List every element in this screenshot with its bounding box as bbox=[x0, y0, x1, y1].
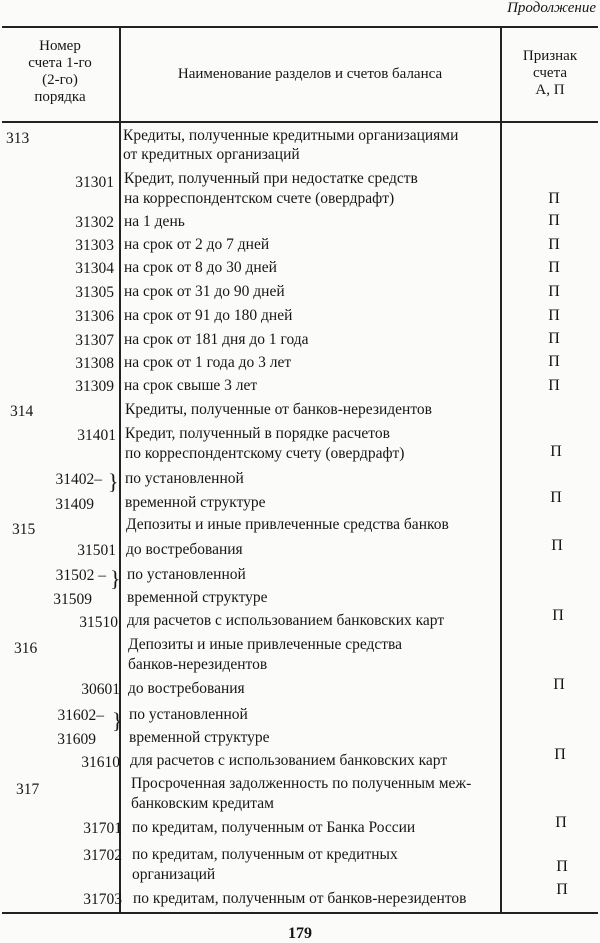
name-line: банков-нерезидентов bbox=[128, 656, 268, 673]
name-line: на срок от 181 дня до 1 года bbox=[124, 331, 309, 348]
name-line: по кредитам, полученным от банков-нерезидентов bbox=[133, 890, 467, 907]
header-account-number bbox=[2, 38, 118, 106]
column-divider-2 bbox=[500, 26, 502, 913]
account-sign: П bbox=[548, 283, 560, 300]
account-sign: П bbox=[555, 814, 567, 831]
account-31501: 31501 bbox=[77, 542, 116, 559]
continuation-label: Продолжение bbox=[507, 0, 596, 16]
account-31609: 31609 bbox=[57, 731, 96, 748]
name-line: до востребования bbox=[128, 680, 245, 697]
header-col3-line: счета bbox=[533, 65, 567, 81]
account-31308: 31308 bbox=[75, 355, 114, 372]
account-315: 315 bbox=[12, 521, 36, 538]
name-line: Депозиты и иные привлеченные средства bbox=[128, 636, 403, 653]
account-31305: 31305 bbox=[75, 284, 114, 301]
name-line: временной структуре bbox=[127, 589, 268, 606]
account-31409: 31409 bbox=[55, 496, 94, 513]
account-31303: 31303 bbox=[75, 237, 114, 254]
name-line: Кредит, полученный в порядке расчетов bbox=[125, 425, 390, 442]
name-line: для расчетов с использованием банковских карт bbox=[130, 752, 448, 769]
account-sign: П bbox=[554, 746, 566, 763]
header-col1-line: (2-го) bbox=[42, 72, 78, 88]
account-313: 313 bbox=[6, 130, 30, 147]
account-sign: П bbox=[553, 676, 565, 693]
account-sign: П bbox=[550, 443, 562, 460]
name-line: Кредиты, полученные от банков-нерезидентов bbox=[125, 401, 432, 418]
name-line: на 1 день bbox=[124, 213, 185, 230]
range-brace-icon: } bbox=[112, 708, 123, 733]
account-sign: П bbox=[548, 259, 560, 276]
name-line: на срок свыше 3 лет bbox=[124, 377, 258, 394]
name-line: на срок от 8 до 30 дней bbox=[124, 259, 277, 276]
name-line: на срок от 2 до 7 дней bbox=[124, 236, 270, 253]
account-sign: П bbox=[550, 489, 562, 506]
name-line: до востребования bbox=[126, 541, 243, 558]
account-sign: П bbox=[548, 353, 560, 370]
account-sign: П bbox=[548, 377, 560, 394]
header-bottom-rule bbox=[2, 121, 598, 123]
column-divider-1 bbox=[119, 26, 121, 913]
name-line: Кредиты, полученные кредитными организациями bbox=[123, 127, 459, 144]
name-line: временной структуре bbox=[125, 494, 266, 511]
page-number: 179 bbox=[288, 925, 312, 942]
account-31610: 31610 bbox=[81, 754, 120, 771]
name-line: организаций bbox=[132, 866, 216, 883]
account-sign: П bbox=[552, 607, 564, 624]
header-col1-line: счета 1-го bbox=[28, 55, 92, 71]
account-31703: 31703 bbox=[83, 891, 122, 908]
account-31401: 31401 bbox=[77, 427, 116, 444]
account-31307: 31307 bbox=[75, 332, 114, 349]
account-31701: 31701 bbox=[83, 820, 122, 837]
name-line: на срок от 31 до 90 дней bbox=[124, 283, 285, 300]
account-314: 314 bbox=[10, 403, 34, 420]
name-line: по установленной bbox=[127, 566, 246, 583]
account-31301: 31301 bbox=[75, 174, 114, 191]
name-line: по корреспондентскому счету (овердрафт) bbox=[125, 445, 405, 462]
table-bottom-rule bbox=[2, 912, 598, 914]
account-31702: 31702 bbox=[83, 847, 122, 864]
name-line: от кредитных организаций bbox=[123, 146, 300, 163]
name-line: временной структуре bbox=[129, 729, 270, 746]
range-brace-icon: } bbox=[110, 566, 121, 591]
account-31309: 31309 bbox=[75, 378, 114, 395]
account-31502: 31502 – bbox=[55, 567, 106, 584]
name-line: банковским кредитам bbox=[131, 795, 274, 812]
account-31304: 31304 bbox=[75, 260, 114, 277]
name-line: по установленной bbox=[129, 706, 248, 723]
account-sign: П bbox=[551, 537, 563, 554]
account-31402: 31402– bbox=[55, 471, 102, 488]
header-col3-line: Признак bbox=[522, 48, 578, 64]
name-line: по кредитам, полученным от Банка России bbox=[132, 819, 416, 836]
header-col3-line: А, П bbox=[535, 82, 565, 98]
account-sign: П bbox=[548, 190, 560, 207]
account-sign: П bbox=[548, 330, 560, 347]
header-col1-line: порядка bbox=[34, 89, 86, 105]
name-line: на срок от 1 года до 3 лет bbox=[124, 354, 292, 371]
account-31302: 31302 bbox=[75, 214, 114, 231]
account-sign: П bbox=[556, 858, 568, 875]
name-line: Депозиты и иные привлеченные средства банков bbox=[126, 516, 449, 533]
account-sign: П bbox=[548, 236, 560, 253]
account-316: 316 bbox=[14, 640, 38, 657]
range-brace-icon: } bbox=[108, 469, 119, 494]
account-30601: 30601 bbox=[81, 681, 120, 698]
header-col1-line: Номер bbox=[39, 38, 81, 54]
account-31510: 31510 bbox=[79, 614, 118, 631]
name-line: Кредит, полученный при недостатке средств bbox=[124, 170, 418, 187]
name-line: для расчетов с использованием банковских карт bbox=[127, 612, 445, 629]
header-section-name: Наименование разделов и счетов баланса bbox=[177, 66, 443, 82]
table-top-rule bbox=[2, 26, 598, 28]
account-sign: П bbox=[548, 212, 560, 229]
account-sign: П bbox=[548, 307, 560, 324]
name-line: на срок от 91 до 180 дней bbox=[124, 307, 293, 324]
account-sign: П bbox=[556, 881, 568, 898]
account-31306: 31306 bbox=[75, 308, 114, 325]
account-317: 317 bbox=[16, 781, 40, 798]
name-line: по кредитам, полученным от кредитных bbox=[132, 846, 398, 863]
header-account-sign bbox=[502, 48, 598, 99]
name-line: на корреспондентском счете (овердрафт) bbox=[124, 190, 395, 207]
account-31602: 31602– bbox=[57, 707, 104, 724]
account-31509: 31509 bbox=[53, 591, 92, 608]
name-line: Просроченная задолженность по полученным меж- bbox=[131, 775, 472, 792]
name-line: по установленной bbox=[125, 470, 244, 487]
